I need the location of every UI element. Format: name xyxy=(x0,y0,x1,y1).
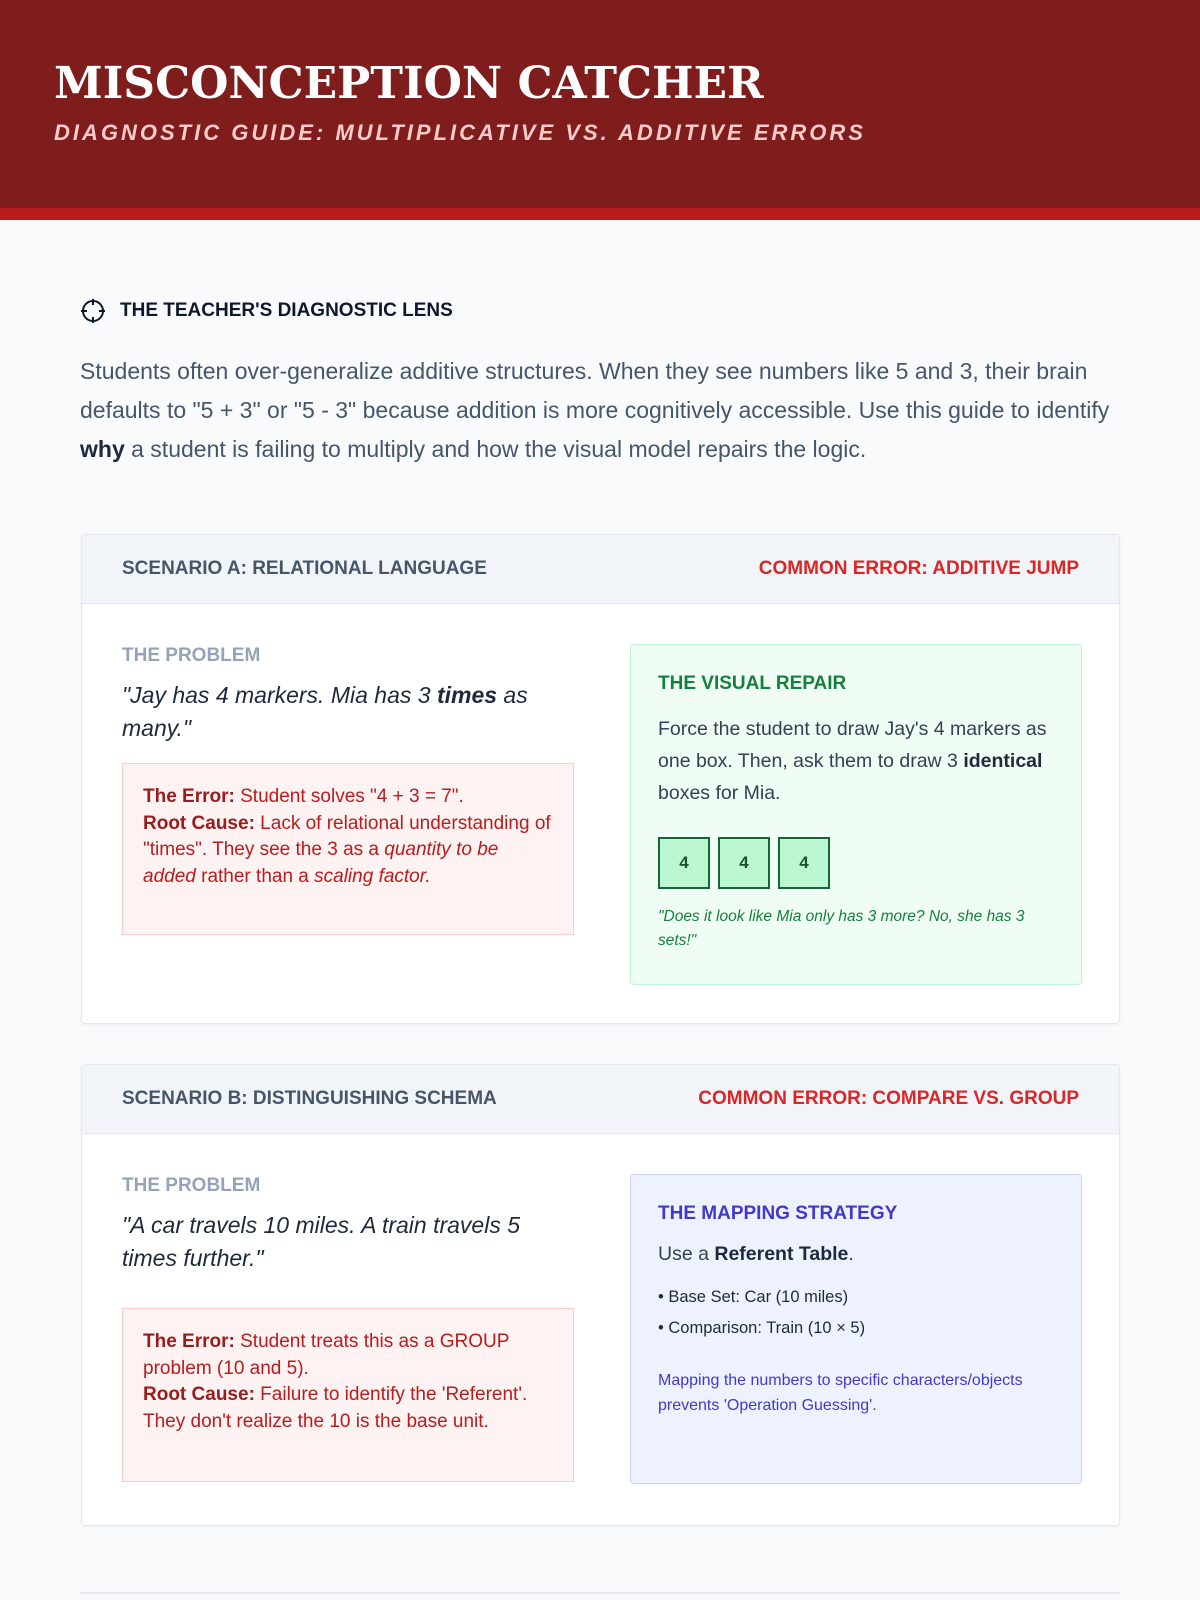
root-cause-line: Root Cause: Lack of relational understanding of "times". They see the 3 as a quantity to be added rather than a scaling factor. xyxy=(143,812,551,887)
mapping-strategy-text: Use a Referent Table. xyxy=(658,1243,854,1265)
scenario-a-header xyxy=(82,535,1119,604)
visual-repair-title: THE VISUAL REPAIR xyxy=(658,673,847,694)
lens-heading-row xyxy=(80,298,1120,324)
scenario-a-error-tag: COMMON ERROR: ADDITIVE JUMP xyxy=(758,558,1079,579)
scenario-b-problem xyxy=(122,1175,573,1275)
problem-text: "Jay has 4 markers. Mia has 3 times as many." xyxy=(122,682,528,741)
crosshair-icon xyxy=(80,298,106,324)
marker-boxes xyxy=(658,837,1054,889)
scenario-a-error-box xyxy=(122,763,574,935)
lens-heading: THE TEACHER'S DIAGNOSTIC LENS xyxy=(120,300,453,321)
problem-text: "A car travels 10 miles. A train travels 5 times further." xyxy=(122,1212,521,1271)
scenario-b-header xyxy=(82,1065,1119,1134)
scenario-b-card xyxy=(81,1064,1120,1526)
mapping-note: Mapping the numbers to specific characters/objects prevents 'Operation Guessing'. xyxy=(658,1372,1023,1414)
scenario-b-title: SCENARIO B: DISTINGUISHING SCHEMA xyxy=(122,1088,497,1109)
visual-repair-panel xyxy=(630,644,1082,985)
page-header xyxy=(0,0,1200,220)
repair-quote: "Does it look like Mia only has 3 more? No, she has 3 sets!" xyxy=(658,908,1025,949)
page-title: MISCONCEPTION CATCHER xyxy=(54,58,764,109)
mapping-strategy-panel xyxy=(630,1174,1082,1484)
mapping-strategy-title: THE MAPPING STRATEGY xyxy=(658,1203,898,1224)
marker-box: 4 xyxy=(658,837,710,889)
error-line: The Error: Student solves "4 + 3 = 7". xyxy=(143,786,464,807)
list-item: • Comparison: Train (10 × 5) xyxy=(658,1313,1054,1344)
error-line: The Error: Student treats this as a GROUP problem (10 and 5). xyxy=(143,1331,510,1379)
list-item: • Base Set: Car (10 miles) xyxy=(658,1282,1054,1313)
scenario-a-problem xyxy=(122,645,573,745)
bottom-divider xyxy=(80,1592,1120,1594)
mapping-list xyxy=(658,1282,1054,1344)
marker-box: 4 xyxy=(778,837,830,889)
visual-repair-text: Force the student to draw Jay's 4 markers as one box. Then, ask them to draw 3 identical boxes for Mia. xyxy=(658,718,1047,804)
scenario-b-error-tag: COMMON ERROR: COMPARE VS. GROUP xyxy=(698,1088,1079,1109)
lens-paragraph: Students often over-generalize additive structures. When they see numbers like 5 and 3, their brain defaults to "5 + 3" or "5 - 3" because addition is more cognitively accessible. Use this guide to identify why a student is failing to multiply and how the visual model repairs the logic. xyxy=(80,358,1110,462)
page-subtitle: DIAGNOSTIC GUIDE: MULTIPLICATIVE VS. ADDITIVE ERRORS xyxy=(54,120,866,145)
problem-label: THE PROBLEM xyxy=(122,645,261,666)
diagnostic-lens-section xyxy=(80,298,1120,469)
scenario-a-card xyxy=(81,534,1120,1024)
scenario-a-title: SCENARIO A: RELATIONAL LANGUAGE xyxy=(122,558,487,579)
root-cause-line: Root Cause: Failure to identify the 'Referent'. They don't realize the 10 is the base unit. xyxy=(143,1384,528,1432)
scenario-b-error-box xyxy=(122,1308,574,1482)
problem-label: THE PROBLEM xyxy=(122,1175,261,1196)
marker-box: 4 xyxy=(718,837,770,889)
